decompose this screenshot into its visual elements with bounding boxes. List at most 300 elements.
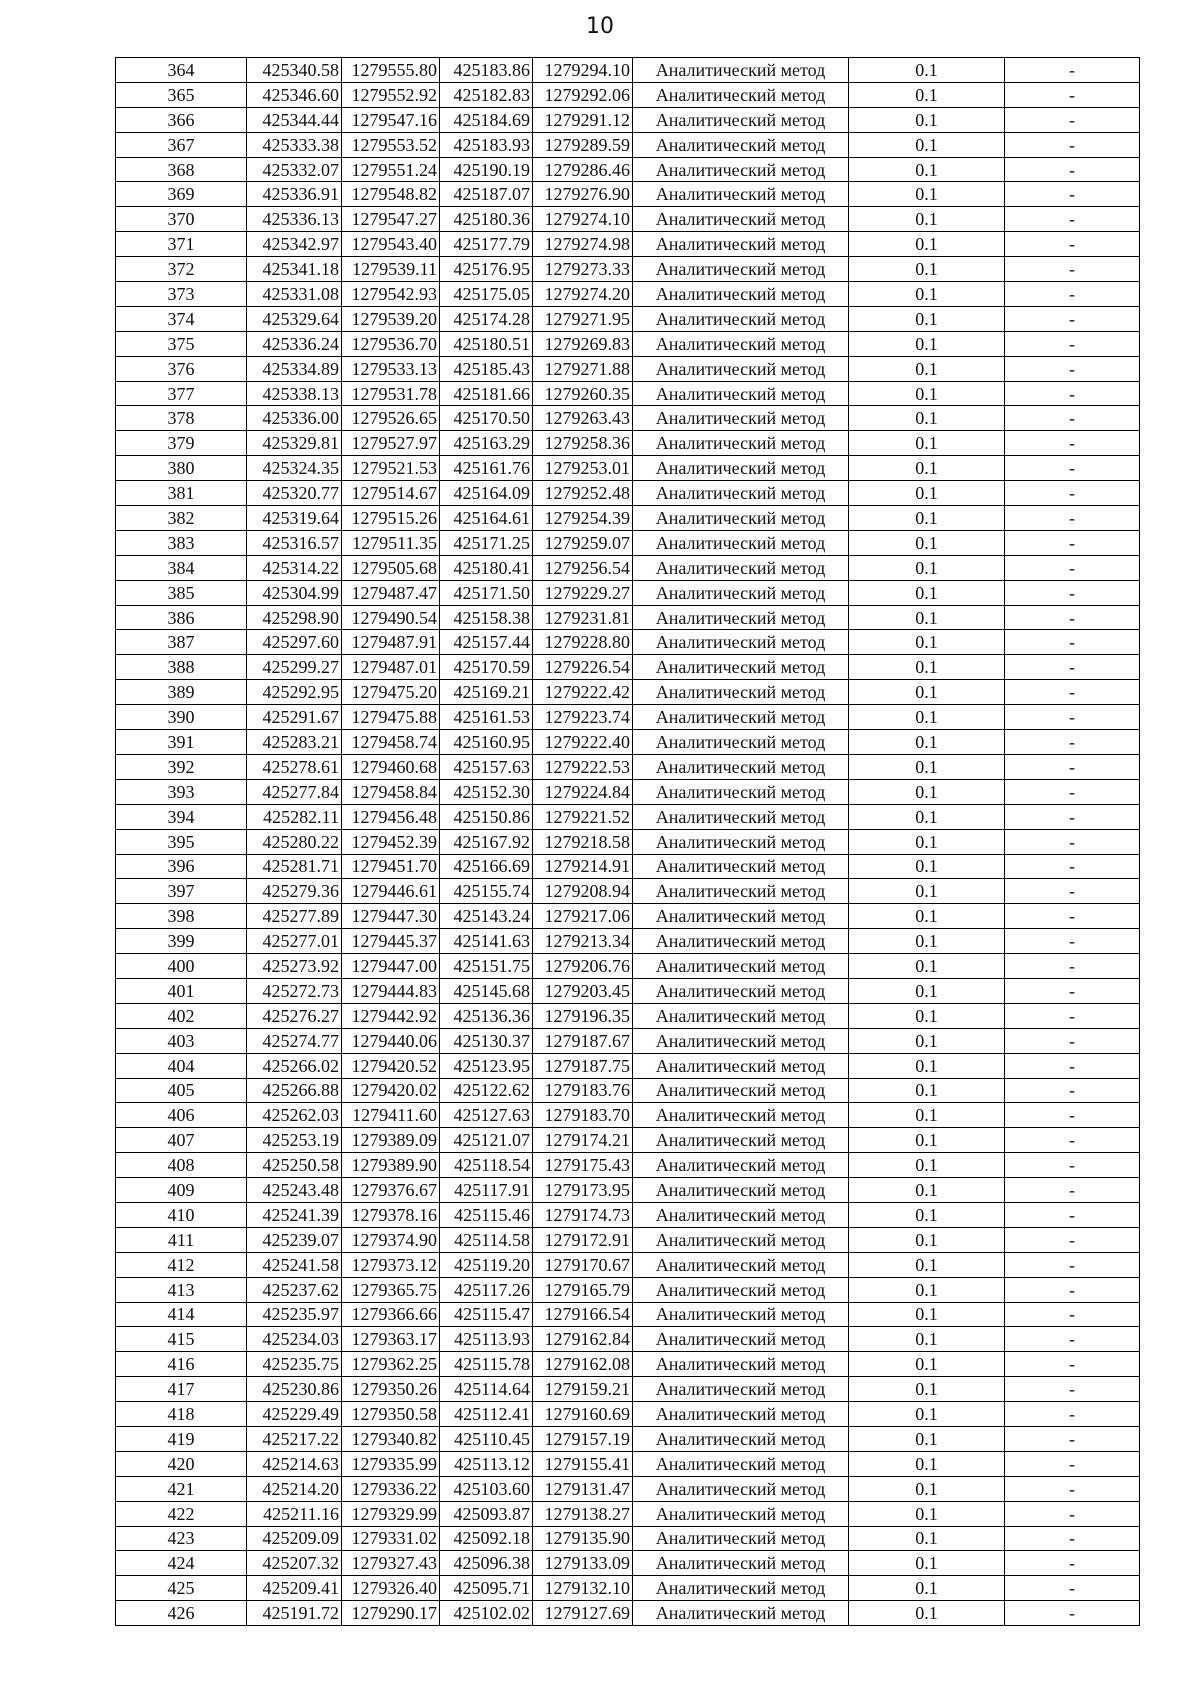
accuracy-cell: 0.1: [849, 1377, 1005, 1402]
point-number-cell: 390: [116, 705, 247, 730]
y2-cell: 1279253.01: [533, 456, 633, 481]
table-row: [116, 630, 1140, 655]
x2-cell: 425127.63: [440, 1103, 533, 1128]
table-row: [116, 1227, 1140, 1252]
y1-cell: 1279539.11: [342, 257, 440, 282]
note-cell: -: [1005, 1103, 1140, 1128]
point-number-cell: 394: [116, 804, 247, 829]
point-number-cell: 399: [116, 929, 247, 954]
accuracy-cell: 0.1: [849, 456, 1005, 481]
accuracy-cell: 0.1: [849, 1526, 1005, 1551]
accuracy-cell: 0.1: [849, 879, 1005, 904]
x2-cell: 425092.18: [440, 1526, 533, 1551]
method-cell: Аналитический метод: [633, 705, 849, 730]
x2-cell: 425150.86: [440, 804, 533, 829]
point-number-cell: 388: [116, 655, 247, 680]
y2-cell: 1279271.95: [533, 306, 633, 331]
y2-cell: 1279214.91: [533, 854, 633, 879]
method-cell: Аналитический метод: [633, 1277, 849, 1302]
accuracy-cell: 0.1: [849, 232, 1005, 257]
y2-cell: 1279226.54: [533, 655, 633, 680]
note-cell: -: [1005, 904, 1140, 929]
accuracy-cell: 0.1: [849, 1451, 1005, 1476]
x1-cell: 425340.58: [247, 58, 342, 83]
y1-cell: 1279548.82: [342, 182, 440, 207]
accuracy-cell: 0.1: [849, 1576, 1005, 1601]
y1-cell: 1279475.88: [342, 705, 440, 730]
table-row: [116, 232, 1140, 257]
x2-cell: 425117.91: [440, 1178, 533, 1203]
y2-cell: 1279276.90: [533, 182, 633, 207]
x2-cell: 425114.58: [440, 1227, 533, 1252]
table-row: [116, 954, 1140, 979]
y1-cell: 1279552.92: [342, 82, 440, 107]
note-cell: -: [1005, 381, 1140, 406]
accuracy-cell: 0.1: [849, 954, 1005, 979]
table-row: [116, 58, 1140, 83]
y2-cell: 1279292.06: [533, 82, 633, 107]
method-cell: Аналитический метод: [633, 630, 849, 655]
x2-cell: 425119.20: [440, 1252, 533, 1277]
point-number-cell: 414: [116, 1302, 247, 1327]
method-cell: Аналитический метод: [633, 1078, 849, 1103]
y2-cell: 1279135.90: [533, 1526, 633, 1551]
note-cell: -: [1005, 506, 1140, 531]
point-number-cell: 413: [116, 1277, 247, 1302]
table-row: [116, 705, 1140, 730]
note-cell: -: [1005, 1501, 1140, 1526]
x2-cell: 425114.64: [440, 1377, 533, 1402]
point-number-cell: 420: [116, 1451, 247, 1476]
accuracy-cell: 0.1: [849, 804, 1005, 829]
x1-cell: 425277.01: [247, 929, 342, 954]
accuracy-cell: 0.1: [849, 779, 1005, 804]
x2-cell: 425121.07: [440, 1128, 533, 1153]
table-row: [116, 1352, 1140, 1377]
table-row: [116, 1028, 1140, 1053]
y1-cell: 1279420.52: [342, 1053, 440, 1078]
method-cell: Аналитический метод: [633, 1327, 849, 1352]
note-cell: -: [1005, 1227, 1140, 1252]
table-row: [116, 804, 1140, 829]
method-cell: Аналитический метод: [633, 232, 849, 257]
x1-cell: 425211.16: [247, 1501, 342, 1526]
x1-cell: 425324.35: [247, 456, 342, 481]
table-row: [116, 779, 1140, 804]
y2-cell: 1279172.91: [533, 1227, 633, 1252]
y1-cell: 1279446.61: [342, 879, 440, 904]
note-cell: -: [1005, 1402, 1140, 1427]
accuracy-cell: 0.1: [849, 1476, 1005, 1501]
x1-cell: 425241.58: [247, 1252, 342, 1277]
y1-cell: 1279547.16: [342, 107, 440, 132]
accuracy-cell: 0.1: [849, 1003, 1005, 1028]
accuracy-cell: 0.1: [849, 1327, 1005, 1352]
method-cell: Аналитический метод: [633, 107, 849, 132]
y1-cell: 1279326.40: [342, 1576, 440, 1601]
y1-cell: 1279531.78: [342, 381, 440, 406]
table-row: [116, 481, 1140, 506]
y1-cell: 1279389.09: [342, 1128, 440, 1153]
y1-cell: 1279475.20: [342, 680, 440, 705]
y2-cell: 1279187.67: [533, 1028, 633, 1053]
x1-cell: 425253.19: [247, 1128, 342, 1153]
point-number-cell: 384: [116, 555, 247, 580]
x2-cell: 425157.63: [440, 754, 533, 779]
y2-cell: 1279132.10: [533, 1576, 633, 1601]
accuracy-cell: 0.1: [849, 1178, 1005, 1203]
y2-cell: 1279133.09: [533, 1551, 633, 1576]
table-row: [116, 978, 1140, 1003]
x1-cell: 425336.24: [247, 331, 342, 356]
note-cell: -: [1005, 1451, 1140, 1476]
y1-cell: 1279366.66: [342, 1302, 440, 1327]
method-cell: Аналитический метод: [633, 1501, 849, 1526]
method-cell: Аналитический метод: [633, 1053, 849, 1078]
x2-cell: 425141.63: [440, 929, 533, 954]
table-row: [116, 1202, 1140, 1227]
point-number-cell: 386: [116, 605, 247, 630]
method-cell: Аналитический метод: [633, 680, 849, 705]
y2-cell: 1279223.74: [533, 705, 633, 730]
x2-cell: 425118.54: [440, 1153, 533, 1178]
y1-cell: 1279460.68: [342, 754, 440, 779]
y2-cell: 1279291.12: [533, 107, 633, 132]
x1-cell: 425279.36: [247, 879, 342, 904]
table-row: [116, 1377, 1140, 1402]
method-cell: Аналитический метод: [633, 1178, 849, 1203]
method-cell: Аналитический метод: [633, 530, 849, 555]
table-row: [116, 207, 1140, 232]
accuracy-cell: 0.1: [849, 630, 1005, 655]
table-row: [116, 132, 1140, 157]
x1-cell: 425329.64: [247, 306, 342, 331]
method-cell: Аналитический метод: [633, 58, 849, 83]
method-cell: Аналитический метод: [633, 1601, 849, 1626]
x1-cell: 425235.75: [247, 1352, 342, 1377]
method-cell: Аналитический метод: [633, 381, 849, 406]
x2-cell: 425161.76: [440, 456, 533, 481]
y2-cell: 1279183.70: [533, 1103, 633, 1128]
method-cell: Аналитический метод: [633, 605, 849, 630]
x1-cell: 425209.09: [247, 1526, 342, 1551]
point-number-cell: 365: [116, 82, 247, 107]
y2-cell: 1279206.76: [533, 954, 633, 979]
x1-cell: 425191.72: [247, 1601, 342, 1626]
y2-cell: 1279231.81: [533, 605, 633, 630]
y1-cell: 1279376.67: [342, 1178, 440, 1203]
accuracy-cell: 0.1: [849, 282, 1005, 307]
y2-cell: 1279274.20: [533, 282, 633, 307]
note-cell: -: [1005, 804, 1140, 829]
y1-cell: 1279442.92: [342, 1003, 440, 1028]
method-cell: Аналитический метод: [633, 1377, 849, 1402]
y1-cell: 1279363.17: [342, 1327, 440, 1352]
y1-cell: 1279526.65: [342, 406, 440, 431]
x2-cell: 425180.36: [440, 207, 533, 232]
x1-cell: 425234.03: [247, 1327, 342, 1352]
x1-cell: 425333.38: [247, 132, 342, 157]
y1-cell: 1279543.40: [342, 232, 440, 257]
y2-cell: 1279273.33: [533, 257, 633, 282]
x2-cell: 425170.50: [440, 406, 533, 431]
y1-cell: 1279365.75: [342, 1277, 440, 1302]
x1-cell: 425334.89: [247, 356, 342, 381]
y1-cell: 1279329.99: [342, 1501, 440, 1526]
x2-cell: 425184.69: [440, 107, 533, 132]
y1-cell: 1279420.02: [342, 1078, 440, 1103]
accuracy-cell: 0.1: [849, 306, 1005, 331]
x1-cell: 425331.08: [247, 282, 342, 307]
method-cell: Аналитический метод: [633, 904, 849, 929]
accuracy-cell: 0.1: [849, 381, 1005, 406]
x2-cell: 425183.93: [440, 132, 533, 157]
y2-cell: 1279294.10: [533, 58, 633, 83]
x2-cell: 425171.50: [440, 580, 533, 605]
y1-cell: 1279327.43: [342, 1551, 440, 1576]
point-number-cell: 396: [116, 854, 247, 879]
note-cell: -: [1005, 456, 1140, 481]
method-cell: Аналитический метод: [633, 754, 849, 779]
x2-cell: 425161.53: [440, 705, 533, 730]
table-row: [116, 1252, 1140, 1277]
accuracy-cell: 0.1: [849, 978, 1005, 1003]
point-number-cell: 398: [116, 904, 247, 929]
method-cell: Аналитический метод: [633, 804, 849, 829]
note-cell: -: [1005, 232, 1140, 257]
method-cell: Аналитический метод: [633, 1252, 849, 1277]
note-cell: -: [1005, 1576, 1140, 1601]
x1-cell: 425299.27: [247, 655, 342, 680]
y2-cell: 1279274.98: [533, 232, 633, 257]
accuracy-cell: 0.1: [849, 356, 1005, 381]
x2-cell: 425115.46: [440, 1202, 533, 1227]
y1-cell: 1279487.01: [342, 655, 440, 680]
accuracy-cell: 0.1: [849, 754, 1005, 779]
note-cell: -: [1005, 1128, 1140, 1153]
x1-cell: 425314.22: [247, 555, 342, 580]
note-cell: -: [1005, 1327, 1140, 1352]
note-cell: -: [1005, 182, 1140, 207]
point-number-cell: 401: [116, 978, 247, 1003]
point-number-cell: 416: [116, 1352, 247, 1377]
y2-cell: 1279263.43: [533, 406, 633, 431]
y2-cell: 1279222.40: [533, 730, 633, 755]
x1-cell: 425336.13: [247, 207, 342, 232]
point-number-cell: 376: [116, 356, 247, 381]
table-row: [116, 680, 1140, 705]
accuracy-cell: 0.1: [849, 1601, 1005, 1626]
note-cell: -: [1005, 1302, 1140, 1327]
note-cell: -: [1005, 854, 1140, 879]
note-cell: -: [1005, 655, 1140, 680]
point-number-cell: 411: [116, 1227, 247, 1252]
note-cell: -: [1005, 1526, 1140, 1551]
table-row: [116, 107, 1140, 132]
x2-cell: 425167.92: [440, 829, 533, 854]
y1-cell: 1279490.54: [342, 605, 440, 630]
x1-cell: 425292.95: [247, 680, 342, 705]
y2-cell: 1279155.41: [533, 1451, 633, 1476]
note-cell: -: [1005, 1252, 1140, 1277]
x1-cell: 425266.02: [247, 1053, 342, 1078]
y1-cell: 1279452.39: [342, 829, 440, 854]
x1-cell: 425336.00: [247, 406, 342, 431]
table-row: [116, 1302, 1140, 1327]
note-cell: -: [1005, 82, 1140, 107]
accuracy-cell: 0.1: [849, 58, 1005, 83]
point-number-cell: 423: [116, 1526, 247, 1551]
table-row: [116, 904, 1140, 929]
y1-cell: 1279447.30: [342, 904, 440, 929]
table-row: [116, 356, 1140, 381]
note-cell: -: [1005, 132, 1140, 157]
note-cell: -: [1005, 1601, 1140, 1626]
x2-cell: 425115.78: [440, 1352, 533, 1377]
y1-cell: 1279389.90: [342, 1153, 440, 1178]
x1-cell: 425277.89: [247, 904, 342, 929]
table-row: [116, 1277, 1140, 1302]
method-cell: Аналитический метод: [633, 1103, 849, 1128]
x1-cell: 425281.71: [247, 854, 342, 879]
y2-cell: 1279127.69: [533, 1601, 633, 1626]
method-cell: Аналитический метод: [633, 730, 849, 755]
point-number-cell: 373: [116, 282, 247, 307]
x1-cell: 425280.22: [247, 829, 342, 854]
method-cell: Аналитический метод: [633, 82, 849, 107]
x2-cell: 425163.29: [440, 431, 533, 456]
accuracy-cell: 0.1: [849, 1277, 1005, 1302]
method-cell: Аналитический метод: [633, 929, 849, 954]
accuracy-cell: 0.1: [849, 431, 1005, 456]
accuracy-cell: 0.1: [849, 1352, 1005, 1377]
note-cell: -: [1005, 331, 1140, 356]
y1-cell: 1279551.24: [342, 157, 440, 182]
x1-cell: 425341.18: [247, 257, 342, 282]
point-number-cell: 407: [116, 1128, 247, 1153]
method-cell: Аналитический метод: [633, 1028, 849, 1053]
table-row: [116, 555, 1140, 580]
table-row: [116, 1551, 1140, 1576]
method-cell: Аналитический метод: [633, 1153, 849, 1178]
method-cell: Аналитический метод: [633, 306, 849, 331]
x2-cell: 425180.51: [440, 331, 533, 356]
note-cell: -: [1005, 1202, 1140, 1227]
accuracy-cell: 0.1: [849, 829, 1005, 854]
point-number-cell: 389: [116, 680, 247, 705]
y1-cell: 1279440.06: [342, 1028, 440, 1053]
y1-cell: 1279444.83: [342, 978, 440, 1003]
point-number-cell: 377: [116, 381, 247, 406]
table-row: [116, 1078, 1140, 1103]
note-cell: -: [1005, 730, 1140, 755]
x2-cell: 425122.62: [440, 1078, 533, 1103]
accuracy-cell: 0.1: [849, 1501, 1005, 1526]
y2-cell: 1279217.06: [533, 904, 633, 929]
method-cell: Аналитический метод: [633, 1227, 849, 1252]
x1-cell: 425274.77: [247, 1028, 342, 1053]
accuracy-cell: 0.1: [849, 1426, 1005, 1451]
x1-cell: 425209.41: [247, 1576, 342, 1601]
note-cell: -: [1005, 1178, 1140, 1203]
method-cell: Аналитический метод: [633, 257, 849, 282]
x1-cell: 425207.32: [247, 1551, 342, 1576]
accuracy-cell: 0.1: [849, 1078, 1005, 1103]
point-number-cell: 418: [116, 1402, 247, 1427]
y1-cell: 1279290.17: [342, 1601, 440, 1626]
x2-cell: 425171.25: [440, 530, 533, 555]
table-row: [116, 1526, 1140, 1551]
note-cell: -: [1005, 406, 1140, 431]
x2-cell: 425164.09: [440, 481, 533, 506]
y2-cell: 1279174.73: [533, 1202, 633, 1227]
y2-cell: 1279271.88: [533, 356, 633, 381]
y1-cell: 1279445.37: [342, 929, 440, 954]
y2-cell: 1279224.84: [533, 779, 633, 804]
accuracy-cell: 0.1: [849, 655, 1005, 680]
y2-cell: 1279222.42: [533, 680, 633, 705]
y1-cell: 1279505.68: [342, 555, 440, 580]
method-cell: Аналитический метод: [633, 978, 849, 1003]
method-cell: Аналитический метод: [633, 506, 849, 531]
x2-cell: 425123.95: [440, 1053, 533, 1078]
table-row: [116, 306, 1140, 331]
x1-cell: 425250.58: [247, 1153, 342, 1178]
y1-cell: 1279336.22: [342, 1476, 440, 1501]
accuracy-cell: 0.1: [849, 182, 1005, 207]
point-number-cell: 393: [116, 779, 247, 804]
y2-cell: 1279187.75: [533, 1053, 633, 1078]
x2-cell: 425103.60: [440, 1476, 533, 1501]
y1-cell: 1279447.00: [342, 954, 440, 979]
y1-cell: 1279555.80: [342, 58, 440, 83]
x2-cell: 425093.87: [440, 1501, 533, 1526]
y1-cell: 1279350.26: [342, 1377, 440, 1402]
y2-cell: 1279259.07: [533, 530, 633, 555]
point-number-cell: 381: [116, 481, 247, 506]
x2-cell: 425112.41: [440, 1402, 533, 1427]
y1-cell: 1279411.60: [342, 1103, 440, 1128]
y2-cell: 1279252.48: [533, 481, 633, 506]
x1-cell: 425283.21: [247, 730, 342, 755]
x1-cell: 425239.07: [247, 1227, 342, 1252]
note-cell: -: [1005, 107, 1140, 132]
x1-cell: 425346.60: [247, 82, 342, 107]
point-number-cell: 364: [116, 58, 247, 83]
point-number-cell: 385: [116, 580, 247, 605]
page-number: 10: [586, 14, 614, 39]
table-row: [116, 879, 1140, 904]
note-cell: -: [1005, 1153, 1140, 1178]
note-cell: -: [1005, 1003, 1140, 1028]
coordinates-table: [115, 57, 1140, 1626]
x1-cell: 425266.88: [247, 1078, 342, 1103]
x1-cell: 425276.27: [247, 1003, 342, 1028]
y1-cell: 1279456.48: [342, 804, 440, 829]
x1-cell: 425338.13: [247, 381, 342, 406]
x1-cell: 425320.77: [247, 481, 342, 506]
x1-cell: 425217.22: [247, 1426, 342, 1451]
note-cell: -: [1005, 605, 1140, 630]
point-number-cell: 415: [116, 1327, 247, 1352]
point-number-cell: 370: [116, 207, 247, 232]
note-cell: -: [1005, 481, 1140, 506]
method-cell: Аналитический метод: [633, 356, 849, 381]
x1-cell: 425237.62: [247, 1277, 342, 1302]
y1-cell: 1279521.53: [342, 456, 440, 481]
accuracy-cell: 0.1: [849, 1153, 1005, 1178]
note-cell: -: [1005, 1053, 1140, 1078]
